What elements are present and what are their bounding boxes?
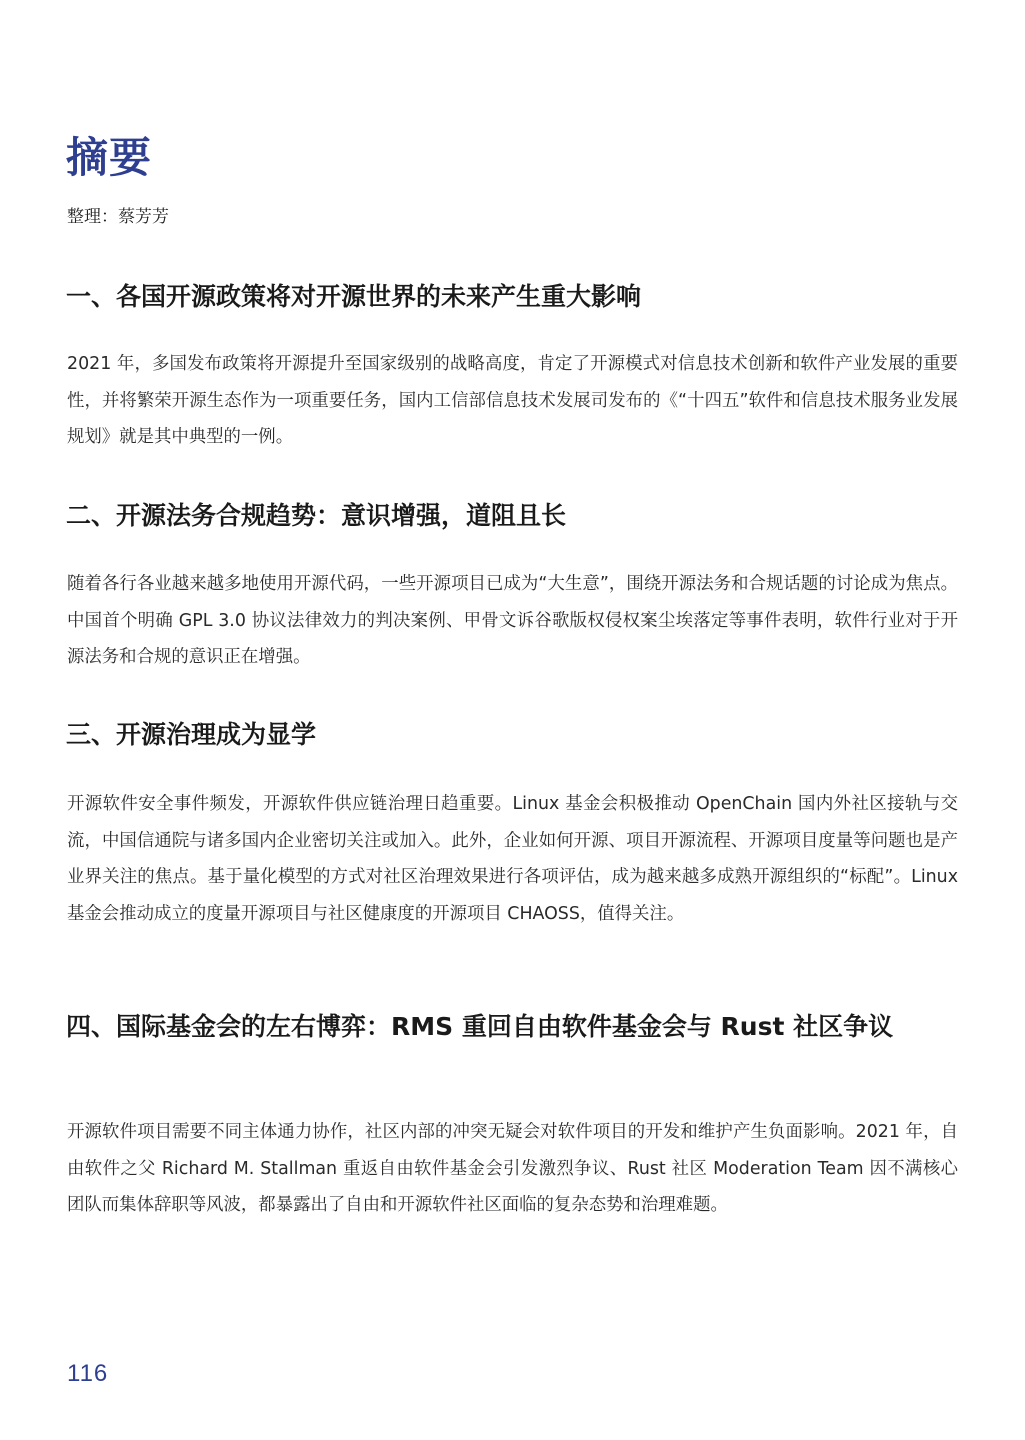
section-heading-2: 二、开源法务合规趋势：意识增强，道阻且长	[66, 501, 567, 530]
section-body-4: 开源软件项目需要不同主体通力协作，社区内部的冲突无疑会对软件项目的开发和维护产生负面影响。2021 年，自由软件之父 Richard M. Stallman 重返自由软件基金会引发激烈争议、Rust 社区 Moderation Team 因不满核心团队而集体辞职等风波，都暴露出了自由和开源软件社区面临的复杂态势和治理难题。	[67, 1122, 958, 1215]
page-number: 116	[67, 1360, 109, 1387]
section-heading-3: 三、开源治理成为显学	[66, 720, 317, 749]
section-body-3: 开源软件安全事件频发，开源软件供应链治理日趋重要。Linux 基金会积极推动 OpenChain 国内外社区接轨与交流，中国信通院与诸多国内企业密切关注或加入。此外，企业如何开源、项目开源流程、开源项目度量等问题也是产业界关注的焦点。基于量化模型的方式对社区治理效果进行各项评估，成为越来越多成熟开源组织的“标配”。Linux 基金会推动成立的度量开源项目与社区健康度的开源项目 CHAOSS，值得关注。	[67, 794, 958, 924]
section-body-1: 2021 年，多国发布政策将开源提升至国家级别的战略高度，肯定了开源模式对信息技术创新和软件产业发展的重要性，并将繁荣开源生态作为一项重要任务，国内工信部信息技术发展司发布的《“十四五”软件和信息技术服务业发展规划》就是其中典型的一例。	[67, 354, 958, 447]
compiler-credit: 整理：蔡芳芳	[67, 207, 169, 227]
section-heading-1: 一、各国开源政策将对开源世界的未来产生重大影响	[66, 282, 642, 311]
section-heading-4: 四、国际基金会的左右博弈：RMS 重回自由软件基金会与 Rust 社区争议	[66, 1012, 894, 1041]
page-title: 摘要	[66, 133, 153, 182]
section-body-2: 随着各行各业越来越多地使用开源代码，一些开源项目已成为“大生意”，围绕开源法务和合规话题的讨论成为焦点。中国首个明确 GPL 3.0 协议法律效力的判决案例、甲骨文诉谷歌版权侵权案尘埃落定等事件表明，软件行业对于开源法务和合规的意识正在增强。	[67, 574, 958, 667]
